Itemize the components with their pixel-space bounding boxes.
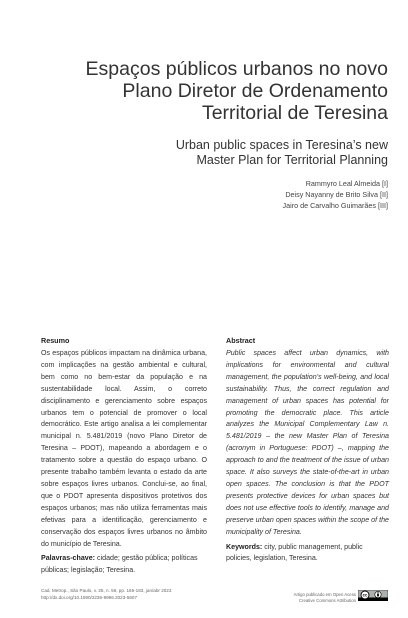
resumo-heading: Resumo	[41, 336, 70, 345]
cc-by-license-icon[interactable]	[358, 590, 388, 601]
abstract-body: Public spaces affect urban dynamics, with implications for environmental and cultural management, the population’s well-being, and local sustainability. Thus, the correct regulation and management of urban spaces has potential for promoting the democratic place. This article analyzes the Municipal Complementary Law n. 5.481/2019 – the new Master Plan of Teresina (acronym in Portuguese: PDOT) –, mapping the approach to and the treatment of the issue of urban space. It also surveys the state-of-the-art in urban open spaces. The conclusion is that the PDOT presents protective devices for urban spaces but does not use effective tools to identify, manage and preserve urban open spaces within the scope of the municipality of Teresina.	[226, 349, 389, 536]
keywords-label: Keywords:	[226, 542, 263, 551]
keywords-text: cidade; gestão pública; políticas públicas; legislação; Teresina.	[41, 554, 198, 575]
article-title-en	[68, 138, 388, 168]
resumo-keywords	[41, 553, 207, 577]
title-en-line: Master Plan for Territorial Planning	[196, 153, 388, 167]
abstract-column	[226, 336, 389, 565]
title-en-line: Urban public spaces in Teresina’s new	[175, 138, 388, 152]
abstract-heading: Abstract	[226, 336, 256, 345]
footer-citation	[41, 587, 171, 601]
author-name: Deisy Nayanny de Brito Silva [II]	[285, 190, 388, 199]
cc-badge-text: cc	[362, 592, 368, 598]
citation-text: Cad. Metrop., São Paulo, v. 25, n. 56, pp. 165-183, jan/abr 2023	[41, 588, 172, 593]
author-name: Rammyro Leal Almeida [I]	[305, 179, 388, 188]
resumo-column	[41, 336, 207, 577]
title-pt-line: Territorial de Teresina	[201, 102, 388, 124]
title-block	[68, 58, 388, 211]
doi-link[interactable]: http://dx.doi.org/10.1590/2236-9996.2023-5607	[41, 595, 138, 600]
license-note	[294, 592, 356, 604]
resumo-body: Os espaços públicos impactam na dinâmica urbana, com implicações na gestão ambiental e cultural, bem como no bem-estar da população e na sustentabilidade local. Assim, o correto disciplinamento e gerenciamento sobre espaços urbanos tem o potencial de promover o local democrático. Este artigo analisa a lei complementar municipal n. 5.481/2019 (novo Plano Diretor de Teresina – PDOT), mapeando a abordagem e o tratamento sobre a questão do espaço urbano. O presente trabalho também levanta o estado da arte sobre espaços livres urbanos. Conclui-se, ao final, que o PDOT apresenta dispositivos protetivos dos espaços urbanos; mas não utiliza ferramentas mais efetivas para a identificação, gerenciamento e conservação dos espaços livres urbanos no âmbito do município de Teresina.	[41, 349, 207, 548]
title-pt-line: Plano Diretor de Ordenamento	[122, 80, 388, 102]
abstract-keywords	[226, 542, 389, 566]
author-name: Jairo de Carvalho Guimarães [III]	[282, 201, 388, 210]
article-title-pt	[68, 58, 388, 124]
keywords-label: Palavras-chave:	[41, 554, 96, 563]
title-pt-line: Espaços públicos urbanos no novo	[85, 58, 388, 80]
license-line: Creative Commons Attribution	[298, 598, 356, 603]
license-line: Artigo publicado em Open Acess	[293, 592, 356, 597]
keywords-text: city, public management, public policies, legislation, Teresina.	[226, 542, 363, 563]
author-list	[68, 178, 388, 211]
